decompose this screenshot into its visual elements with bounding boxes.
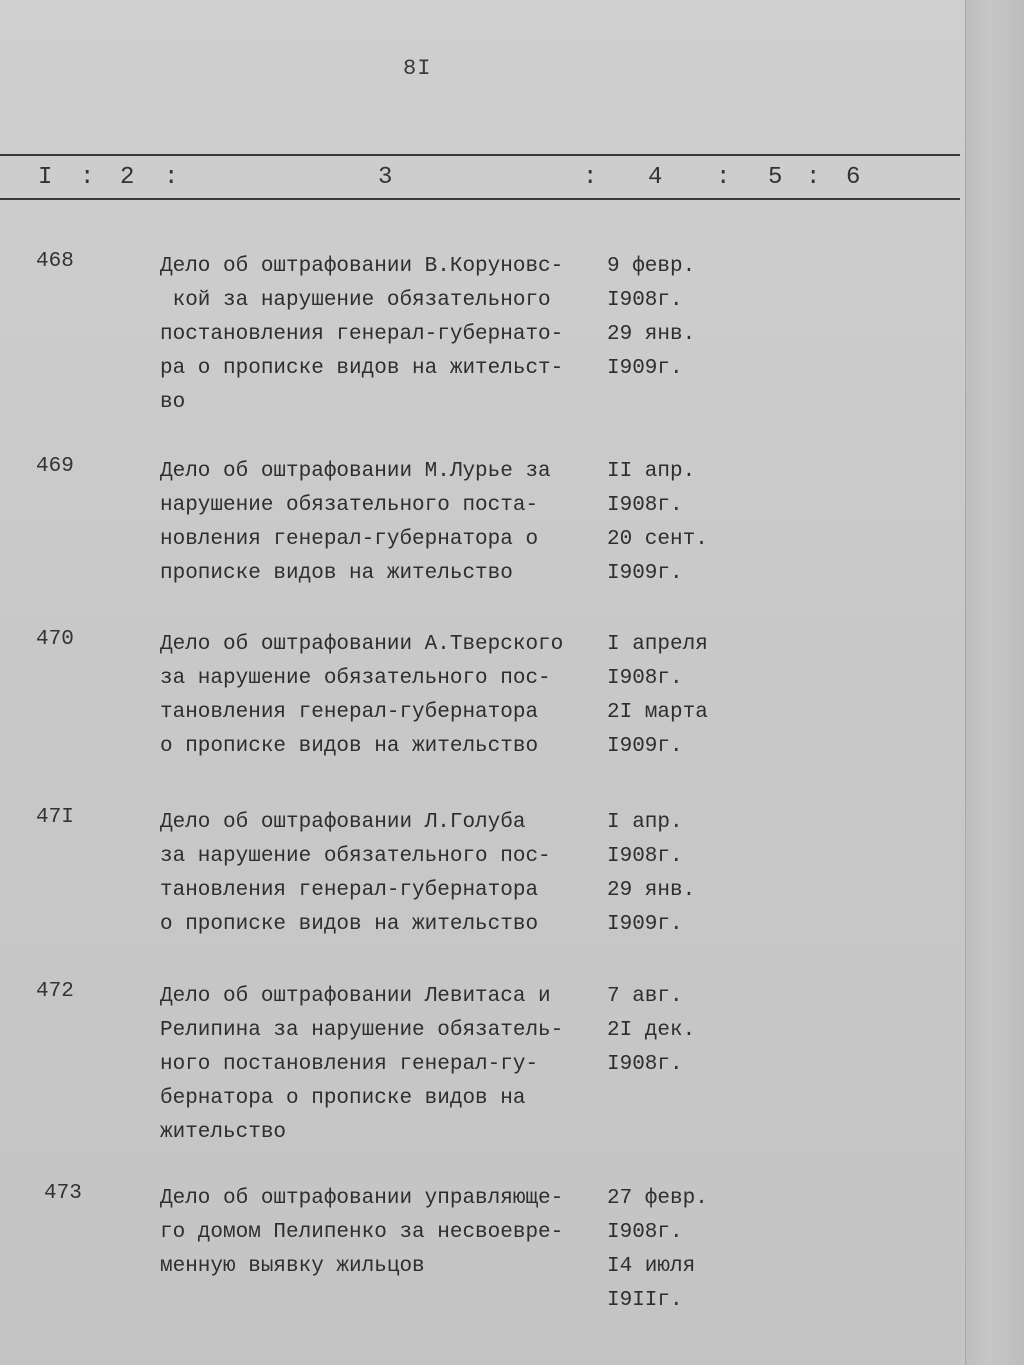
column-header-row — [0, 164, 960, 194]
entry-dates — [607, 806, 747, 942]
description-line: Дело об оштрафовании В.Коруновс- — [160, 255, 564, 278]
entry-number: 470 — [36, 628, 74, 651]
column-separator: : — [806, 164, 821, 191]
entry-description — [160, 980, 605, 1150]
entry-number: 472 — [36, 980, 74, 1003]
header-bottom-rule — [0, 198, 960, 200]
entry-dates — [607, 628, 747, 764]
date-line: I908г. — [607, 667, 683, 690]
description-line: тановления генерал-губернатора — [160, 879, 539, 902]
date-line: 2I марта — [607, 701, 708, 724]
date-line: 27 февр. — [607, 1187, 708, 1210]
column-header-1: I — [38, 164, 53, 191]
description-line: Дело об оштрафовании М.Лурье за — [160, 460, 551, 483]
description-line: за нарушение обязательного пос- — [160, 845, 551, 868]
header-top-rule — [0, 154, 960, 156]
date-line: 9 февр. — [607, 255, 696, 278]
date-line: I908г. — [607, 494, 683, 517]
description-line: о прописке видов на жительство — [160, 735, 539, 758]
description-line: о прописке видов на жительство — [160, 913, 539, 936]
description-line: за нарушение обязательного пос- — [160, 667, 551, 690]
description-line: жительство — [160, 1121, 287, 1144]
column-separator: : — [164, 164, 179, 191]
description-line: Дело об оштрафовании управляюще- — [160, 1187, 564, 1210]
date-line: I909г. — [607, 357, 683, 380]
date-line: 29 янв. — [607, 879, 696, 902]
column-header-5: 5 — [768, 164, 783, 191]
date-line: I апр. — [607, 811, 683, 834]
entry-dates — [607, 1182, 747, 1318]
date-line: I908г. — [607, 289, 683, 312]
column-header-6: 6 — [846, 164, 861, 191]
entry-description — [160, 1182, 605, 1284]
entry-description — [160, 806, 605, 942]
column-separator: : — [716, 164, 731, 191]
description-line: постановления генерал-губернато- — [160, 323, 564, 346]
date-line: I9IIг. — [607, 1289, 683, 1312]
page-number: 8I — [403, 56, 432, 81]
description-line: бернатора о прописке видов на — [160, 1087, 526, 1110]
date-line: I908г. — [607, 1221, 683, 1244]
date-line: I908г. — [607, 1053, 683, 1076]
column-separator: : — [80, 164, 95, 191]
description-line: кой за нарушение обязательного — [160, 289, 551, 312]
column-header-2: 2 — [120, 164, 135, 191]
date-line: II апр. — [607, 460, 696, 483]
description-line: Дело об оштрафовании Л.Голуба — [160, 811, 526, 834]
underlying-page-edge — [965, 0, 1024, 1365]
entry-number: 469 — [36, 455, 74, 478]
entry-number: 473 — [44, 1182, 82, 1205]
entry-dates — [607, 250, 747, 386]
column-header-4: 4 — [648, 164, 663, 191]
description-line: ного постановления генерал-гу- — [160, 1053, 539, 1076]
date-line: I909г. — [607, 562, 683, 585]
description-line: менную выявку жильцов — [160, 1255, 425, 1278]
date-line: 29 янв. — [607, 323, 696, 346]
column-separator: : — [583, 164, 598, 191]
description-line: прописке видов на жительство — [160, 562, 513, 585]
description-line: ра о прописке видов на жительст- — [160, 357, 564, 380]
date-line: 2I дек. — [607, 1019, 696, 1042]
entry-number: 47I — [36, 806, 74, 829]
description-line: го домом Пелипенко за несвоевре- — [160, 1221, 564, 1244]
entry-dates — [607, 980, 747, 1082]
entry-description — [160, 628, 605, 764]
date-line: I апреля — [607, 633, 708, 656]
description-line: во — [160, 391, 186, 414]
description-line: тановления генерал-губернатора — [160, 701, 539, 724]
description-line: новления генерал-губернатора о — [160, 528, 539, 551]
entry-description — [160, 455, 605, 591]
description-line: Дело об оштрафовании А.Тверского — [160, 633, 564, 656]
date-line: I908г. — [607, 845, 683, 868]
column-header-3: 3 — [378, 164, 393, 191]
date-line: I909г. — [607, 913, 683, 936]
date-line: 7 авг. — [607, 985, 683, 1008]
date-line: I909г. — [607, 735, 683, 758]
date-line: 20 сент. — [607, 528, 708, 551]
entry-dates — [607, 455, 747, 591]
description-line: нарушение обязательного поста- — [160, 494, 539, 517]
description-line: Дело об оштрафовании Левитаса и — [160, 985, 551, 1008]
date-line: I4 июля — [607, 1255, 696, 1278]
description-line: Релипина за нарушение обязатель- — [160, 1019, 564, 1042]
entry-description — [160, 250, 605, 420]
entry-number: 468 — [36, 250, 74, 273]
